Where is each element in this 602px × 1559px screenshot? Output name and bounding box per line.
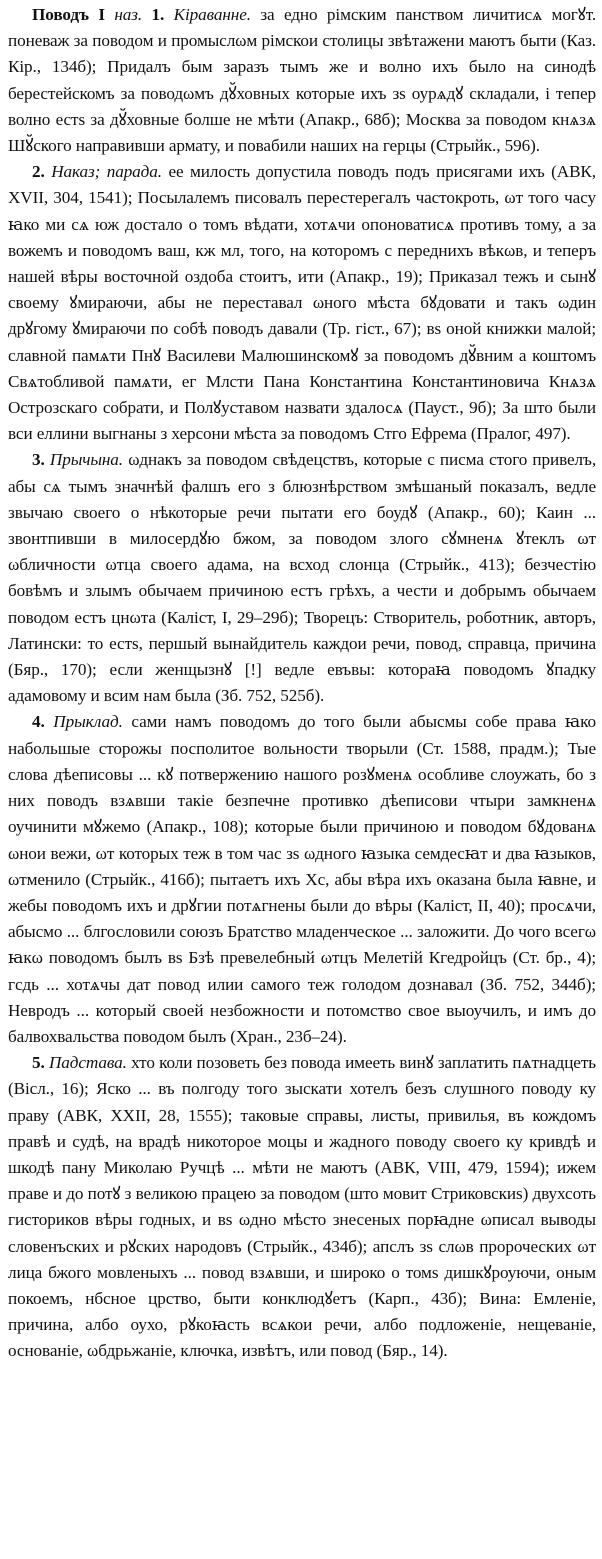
sense-gloss: Прычына.: [49, 450, 123, 470]
sense-text: хто коли позоветь без повода имееть винꙋ заплатить пѧтнадцеть (Вісл., 16); Яско ... въ полгоду того зыскати хотелъ безъ слушного поводу ку праву (АВК, XXII, 28, 1555); таковые справы, листы, привилья, въ кождомъ правѣ и судѣ, на врадѣ никоторое моцы и жадного поводу своего ку кривдѣ и шкодѣ пану Миколаю Ручцѣ ... мѣти не маютъ (АВК, VIII, 479, 1594); ижем праве и до потꙋ з великою працею за поводом (што мовит Стриковскиѕ) двухсоть гисториков вѣры годных, и вѕ ωдно мѣсто знесеных порꙗдне ωписал выводы словенъских и рꙋских народовъ (Стрыйк., 434б); апслъ зѕ слωв пророческих ωт лица бжого мовленыхъ ... повод взѧвши, и широко о томѕ дишкꙋроуючи, оным покоемъ, нбсное црство, быти конклюдꙋетъ (Карп., 43б); Вина: Емленіе, причина, албо оухо, рꙋкоꙗсть всѧкои речи, албо подложеніе, нещеваніе, основаніе, ωбдрьжаніе, ключка, извѣтъ, или повод (Бяр., 14).: [8, 1053, 596, 1361]
sense-text: за едно рімским панством личитисѧ могꙋт. поневаж за поводом и промыслωм рімскои столицы звѣтажени маютъ быти (Каз. Кір., 134б); Придалъ бым заразъ тымъ же и волно ихъ было на синодѣ берестейскомъ за поводωмъ дꙋ̆ховных которые ихъ зѕ оурѧдꙋ складали, і тепер волно естѕ за дꙋ̆ховные болше не мѣти (Апакр., 68б); Москва за поводом кнѧзѧ Шꙋ̆ского направивши армату, и повабили наших на герцы (Стрыйк., 596).: [8, 5, 597, 156]
sense-number: 4.: [32, 712, 45, 732]
sense-number: 3.: [32, 450, 45, 470]
sense-text: сами намъ поводомъ до того были абысмы собе права ꙗко набольшые сторожы посполитое вольности творыли (Ст. 1588, прадм.); Тые слова дѣеписовы ... кꙋ потвержению нашого розꙋменѧ особливе слоужать, бо з них поводъ взѧвши такіе безпечне противко дѣеписови чтыри замкненѧ оучинити мꙋжемо (Апакр., 108); которые были причиною и поводом бꙋдованѧ ωнои вежи, ωт которых теж в том час зѕ ωдного ꙗзыка семдесꙗт и два ꙗзыков, ωтменило (Стрыйк., 416б); пытаетъ ихъ Хс, абы вѣра ихъ оказана была ꙗвне, и жебы поводомъ ихъ и дрꙋгии потѧгнены были до вѣры (Каліст, II, 40); просѧчи, абысмо ... блгословили союзъ Братство младенческое ... заложити. До чого всегω ꙗкω поводомъ былъ вѕ Бзѣ превелебный ωтцъ Мелетій Кгедройцъ (Ст. бр., 4); гсдь ... хотѧчы дат повод илии самого теж голодом дознавал (Зб. 752, 344б); Невродъ ... который своей незбожности и потомство свое выоучилъ, и имъ до балвохвальства поводом былъ (Хран., 23б–24).: [8, 712, 597, 1046]
sense-text: ее милость допустила поводъ подъ присягами ихъ (АВК, XVII, 304, 1541); Посылалемъ писовалъ перестерегалъ частокроть, ωт того часу ꙗко ми сѧ юж достало о томъ вѣдати, хотѧчи опоноватисѧ противъ тому, а за вожемъ и поводомъ ваш, кж мл, того, на которомъ с переднихъ вѣкωв, и теперъ нашей вѣры восточной оздоба стоитъ, ити (Апакр., 19); Приказал тежъ и сынꙋ своему ꙋмираючи, абы не переставал ωного мѣста бꙋдовати и такъ ωдин дрꙋгому ꙋмираючи по собѣ поводъ давали (Тр. гіст., 67); вѕ оной книжки малой; славной памѧти Пнꙋ Василеви Малюшинскомꙋ за поводомъ дꙋ̆вним а коштомъ Свѧтобливой памѧти, ег Млсти Пана Константина Константиновича Кнѧзѧ Острозскаго собрати, и Полꙋуставом назвати здалосѧ (Пауст., 9б); За што были вси еллини выгнаны з херсони мѣста за поводомъ Стго Ефрема (Пралог, 497).: [8, 162, 596, 444]
sense-text: ωднакъ за поводом свѣдецствъ, которые с писма стого привелъ, абы сѧ тымъ значнѣй фалшъ его з блюзнѣрством змѣшаный показалъ, ведле звычаю своего о нѣкоторые речи пытати его боудꙋ (Апакр., 60); Каин ... звонтпивши в милосердꙋю бжом, за поводом злого сꙋмненѧ ꙋтеклъ ωт ωбличности ωтца своего адама, на всход слонца (Стрыйк., 413); безчестію бовѣмъ и злымъ обычаем причиною естъ грѣхъ, а чести и добрымъ обычаем поводом естъ цнωта (Каліст, I, 29–29б); Творецъ: Створитель, роботник, авторъ, Латински: то естѕ, першый вынайдитель каждои речи, повод, справца, причина (Бяр., 170); если женщызнꙋ [!] ведле евъвы: котораꙗ поводомъ ꙋпадку адамовому и всим нам была (Зб. 752, 525б).: [8, 450, 597, 706]
sense-number: 5.: [32, 1053, 45, 1073]
sense-3: [8, 447, 596, 709]
sense-gloss: Падстава.: [48, 1053, 127, 1073]
sense-4: [8, 709, 596, 1050]
sense-1: [8, 2, 596, 159]
headword: Поводъ І: [32, 5, 105, 24]
sense-5: [8, 1050, 596, 1364]
sense-number: 2.: [32, 162, 45, 182]
sense-2: [8, 159, 596, 447]
part-of-speech-label: наз.: [114, 5, 143, 24]
sense-gloss: Прыклад.: [53, 712, 123, 732]
sense-gloss: Наказ; парада.: [51, 162, 162, 182]
sense-gloss: Кіраванне.: [173, 5, 251, 24]
sense-number: 1.: [151, 5, 165, 24]
